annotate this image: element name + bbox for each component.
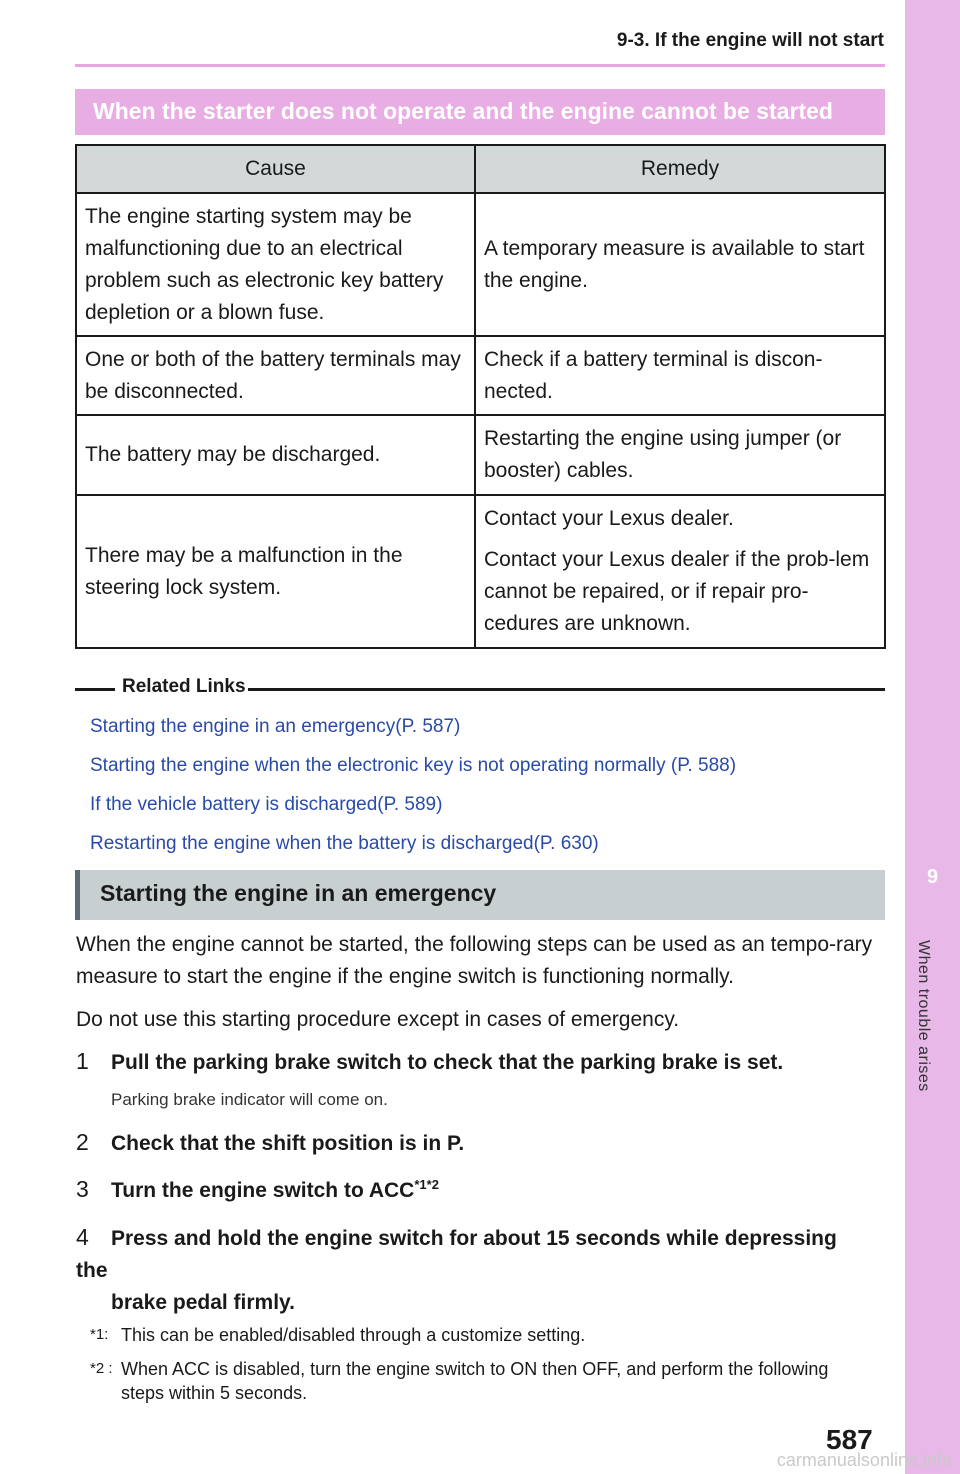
header-rule [75,64,885,67]
step-text: Pull the parking brake switch to check that the parking brake is set. [111,1051,784,1074]
step-1-note: Parking brake indicator will come on. [111,1090,388,1109]
step-text: Press and hold the engine switch for about 15 seconds while depressing the [76,1227,837,1282]
divider [245,688,885,691]
step-3 [76,1169,866,1207]
footnote-mark: *1: [90,1326,109,1343]
footnote-text: This can be enabled/disabled through a customize setting. [121,1325,586,1345]
related-links-heading [75,676,885,702]
step-1 [76,1045,866,1079]
remedy-text: Contact your Lexus dealer if the prob-lem cannot be repaired, or if repair pro-cedures are unknown. [484,548,870,635]
related-link[interactable]: Restarting the engine when the battery is discharged(P. 630) [90,833,599,854]
chapter-label: When trouble arises [915,940,932,1092]
related-link[interactable]: Starting the engine in an emergency(P. 587) [90,716,461,737]
step-number: 4 [76,1224,89,1250]
table-header-remedy: Remedy [475,145,885,193]
intro-paragraph: When the engine cannot be started, the following steps can be used as an tempo-rary measure to start the engine if the engine switch is functioning normally. [76,933,873,988]
watermark: carmanualsonline.info [776,1450,952,1470]
footnote-mark: *2 : [90,1360,113,1377]
related-link[interactable]: If the vehicle battery is discharged(P. 589) [90,794,443,815]
footnote-2 [90,1357,870,1405]
footnote-text: When ACC is disabled, turn the engine switch to ON then OFF, and perform the following steps within 5 seconds. [121,1359,829,1403]
table-header-cause: Cause [76,145,475,193]
chapter-number: 9 [926,866,939,888]
step-number: 1 [76,1048,89,1074]
remedy-text: Restarting the engine using jumper (or booster) cables. [484,427,842,482]
section-banner-emergency: Starting the engine in an emergency [75,870,885,920]
step-2 [76,1126,866,1160]
cause-cell: The engine starting system may be malfunctioning due to an electrical problem such as electronic key battery depletion or a blown fuse. [76,193,475,336]
cause-cell: There may be a malfunction in the steering lock system. [76,495,475,648]
related-links-title: Related Links [122,676,246,697]
table-row [76,495,885,648]
remedy-cell [475,193,885,336]
step-number: 3 [76,1176,89,1202]
related-link[interactable]: Starting the engine when the electronic key is not operating normally (P. 588) [90,755,737,776]
footnote-1 [90,1323,870,1347]
chapter-side-tab [905,0,960,1474]
section-header: 9-3. If the engine will not start [616,30,884,51]
step-4 [76,1221,866,1319]
remedy-cell [475,495,885,648]
warning-paragraph: Do not use this starting procedure except in cases of emergency. [76,1008,680,1031]
remedy-text: A temporary measure is available to start the engine. [484,236,865,292]
remedy-text: Contact your Lexus dealer. [484,507,734,530]
table-row [76,336,885,415]
step-superscript: *1*2 [414,1177,439,1192]
table-row [76,415,885,495]
remedy-text: Check if a battery terminal is discon-nected. [484,347,823,403]
table-row [76,193,885,336]
cause-remedy-table [75,144,886,649]
step-text: Turn the engine switch to ACC [111,1179,415,1202]
step-number: 2 [76,1129,89,1155]
cause-cell: One or both of the battery terminals may be disconnected. [76,336,475,415]
cause-cell: The battery may be discharged. [76,415,475,495]
remedy-cell [475,415,885,495]
step-text: Check that the shift position is in P. [111,1132,465,1155]
step-text-continued: brake pedal firmly. [111,1291,296,1314]
section-banner-starter: When the starter does not operate and the engine cannot be started [75,89,885,135]
page-number: 587 [826,1424,873,1455]
table-header-row [76,145,885,193]
remedy-cell [475,336,885,415]
divider [75,688,115,691]
